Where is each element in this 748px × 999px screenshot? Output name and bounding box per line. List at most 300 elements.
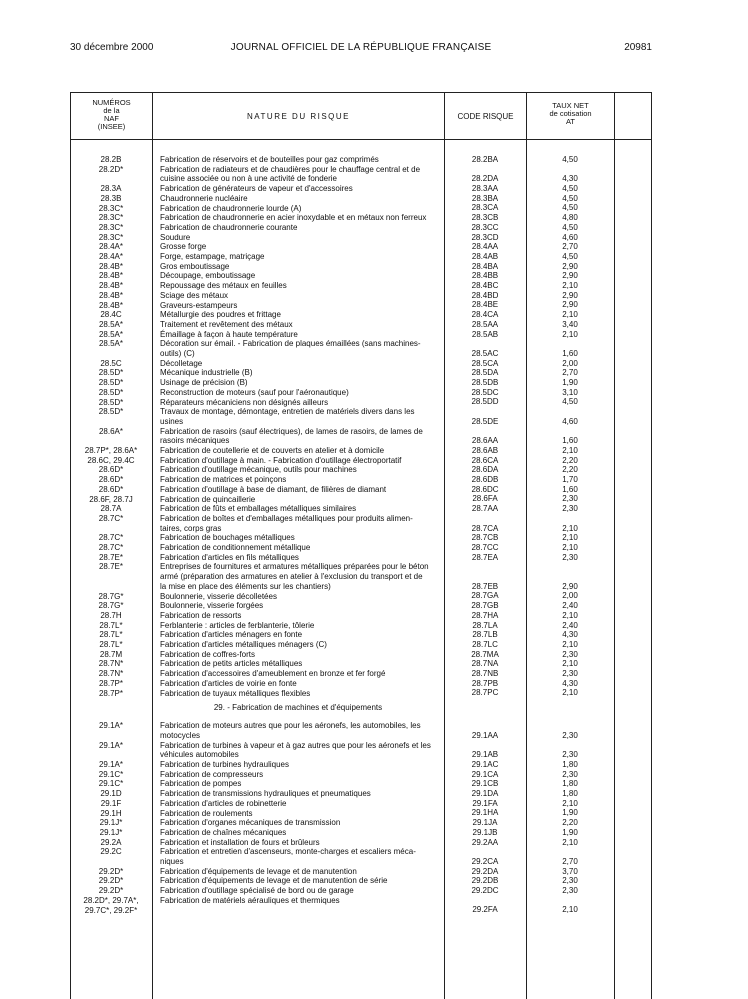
table-row xyxy=(70,721,614,740)
nature-cell: Fabrication de matrices et poinçons xyxy=(160,475,287,485)
nature-cell: Chaudronnerie nucléaire xyxy=(160,193,248,203)
code-cell: 28.4BC xyxy=(471,281,499,291)
naf-cell: 28.5C xyxy=(100,358,122,368)
rate-cell: 2,10 xyxy=(562,610,578,620)
table-row xyxy=(70,339,614,358)
nature-cell: Fabrication d'outillage spécialisé de bord ou de garage xyxy=(160,886,354,896)
table-row xyxy=(70,378,614,388)
code-cell: 28.7LB xyxy=(472,630,498,640)
code-cell: 28.6DC xyxy=(471,484,499,494)
table-row xyxy=(70,809,614,819)
nature-cell: Fabrication d'outillage à base de diamant, de filières de diamant xyxy=(160,484,387,494)
table-row xyxy=(70,165,614,184)
table-row xyxy=(70,291,614,301)
header-page-number: 20981 xyxy=(624,42,652,53)
table-row xyxy=(70,456,614,466)
code-cell: 28.7HA xyxy=(471,610,499,620)
naf-cell: 28.6D* xyxy=(98,465,124,475)
code-cell: 28.5AC xyxy=(471,348,499,358)
code-cell: 28.3AA xyxy=(471,184,499,194)
nature-cell: Fabrication de roulements xyxy=(160,808,253,818)
rate-cell: 4,30 xyxy=(562,678,578,688)
rate-cell: 4,50 xyxy=(562,193,578,203)
rate-cell: 2,90 xyxy=(562,290,578,300)
rate-cell: 2,90 xyxy=(562,261,578,271)
nature-cell: Décolletage xyxy=(160,358,203,368)
naf-cell: 28.5A* xyxy=(98,329,124,339)
rate-cell: 4,80 xyxy=(562,213,578,223)
table-row xyxy=(70,789,614,799)
naf-cell: 28.5D* xyxy=(98,368,124,378)
naf-cell: 29.2D* xyxy=(98,886,124,896)
nature-cell: Fabrication de réservoirs et de bouteilles pour gaz comprimés xyxy=(160,155,379,164)
nature-cell: Sciage des métaux xyxy=(160,290,229,300)
code-cell: 29.2CA xyxy=(471,856,499,866)
code-cell: 28.2DA xyxy=(471,174,499,184)
table-row xyxy=(70,553,614,563)
table-row xyxy=(70,388,614,398)
naf-cell: 28.5D* xyxy=(98,397,124,407)
code-cell: 28.2BA xyxy=(471,154,499,164)
column-header-naf: NUMÉROS de la NAF (INSEE) xyxy=(92,98,131,131)
table-row xyxy=(70,896,614,915)
naf-cell: 28.4B* xyxy=(98,281,124,291)
naf-cell: 29.2A xyxy=(100,837,122,847)
table-row xyxy=(70,310,614,320)
rate-cell: 1,90 xyxy=(562,378,578,388)
nature-cell: Fabrication d'équipements de levage et de manutention xyxy=(160,866,357,876)
rate-cell: 2,10 xyxy=(562,542,578,552)
naf-cell: 28.2D* xyxy=(98,164,124,174)
code-cell: 28.5DD xyxy=(471,397,499,407)
code-cell: 28.6AB xyxy=(471,445,499,455)
naf-cell: 28.6F, 28.7J xyxy=(89,494,133,504)
naf-cell: 28.7L* xyxy=(99,640,123,649)
table-row xyxy=(70,407,614,426)
rate-cell: 2,10 xyxy=(562,659,578,669)
code-cell: 28.4CA xyxy=(471,310,499,320)
header-title: JOURNAL OFFICIEL DE LA RÉPUBLIQUE FRANÇAISE xyxy=(230,42,492,53)
table-row xyxy=(70,533,614,543)
rate-cell: 2,20 xyxy=(562,455,578,465)
nature-cell: Fabrication de matériels aérauliques et thermiques xyxy=(160,895,340,905)
rate-cell: 2,30 xyxy=(562,876,578,886)
table-row xyxy=(70,828,614,838)
rate-cell: 4,50 xyxy=(562,397,578,407)
rate-cell: 2,30 xyxy=(562,649,578,659)
rate-cell: 2,20 xyxy=(562,818,578,828)
code-cell: 28.6AA xyxy=(471,436,499,446)
code-cell: 29.1HA xyxy=(471,808,499,818)
naf-cell: 29.1H xyxy=(100,808,122,818)
rate-cell: 1,90 xyxy=(562,808,578,818)
naf-cell: 28.7L* xyxy=(99,620,123,630)
nature-cell: Fabrication d'organes mécaniques de transmission xyxy=(160,818,341,828)
code-cell: 28.7CA xyxy=(471,523,499,533)
table-row xyxy=(70,876,614,886)
code-cell: 28.5DC xyxy=(471,387,499,397)
naf-cell: 28.4A* xyxy=(98,242,124,252)
nature-cell: Métallurgie des poudres et frittage xyxy=(160,310,281,320)
nature-cell: Soudure xyxy=(160,232,191,242)
code-cell: 28.7CC xyxy=(471,542,499,552)
naf-cell: 28.7P*, 28.6A* xyxy=(84,446,138,455)
code-cell: 29.1FA xyxy=(472,798,498,808)
nature-cell: Fabrication de chaudronnerie lourde (A) xyxy=(160,203,302,213)
code-cell: 28.6CA xyxy=(471,455,499,465)
naf-cell: 28.3C* xyxy=(98,232,124,242)
code-cell: 29.2DB xyxy=(471,876,499,886)
table-row xyxy=(70,320,614,330)
rate-cell: 2,10 xyxy=(562,310,578,320)
naf-cell: 29.1C* xyxy=(98,779,124,789)
naf-cell: 28.7P* xyxy=(98,678,124,688)
table-row xyxy=(70,799,614,809)
naf-cell: 28.2D*, 29.7A*, 29.7C*, 29.2F* xyxy=(83,895,139,915)
naf-cell: 28.6D* xyxy=(98,475,124,485)
table-row xyxy=(70,495,614,505)
table-row xyxy=(70,640,614,650)
naf-cell: 28.5A* xyxy=(98,319,124,329)
nature-cell: Usinage de précision (B) xyxy=(160,378,248,388)
nature-cell: Fabrication de pompes xyxy=(160,779,242,789)
rate-cell: 1,60 xyxy=(562,484,578,494)
code-cell: 28.5CA xyxy=(471,358,499,368)
code-cell: 28.3CD xyxy=(471,232,499,242)
naf-cell: 28.7E* xyxy=(98,562,124,572)
table-row xyxy=(70,427,614,446)
table-row xyxy=(70,155,614,165)
naf-cell: 29.1J* xyxy=(99,818,123,828)
nature-cell: Travaux de montage, démontage, entretien de matériels divers dans les usines xyxy=(160,407,415,426)
naf-cell: 29.2D* xyxy=(98,876,124,886)
rate-cell: 2,10 xyxy=(562,688,578,698)
code-cell: 28.7LA xyxy=(472,620,498,630)
rate-cell: 2,30 xyxy=(562,552,578,562)
naf-cell: 29.1J* xyxy=(99,827,123,837)
rate-cell: 2,10 xyxy=(562,837,578,847)
code-cell: 28.7NB xyxy=(471,669,499,679)
table-row xyxy=(70,741,614,760)
code-cell: 28.5AA xyxy=(471,319,499,329)
column-header-nature: NATURE DU RISQUE xyxy=(247,112,350,121)
naf-cell: 28.7A xyxy=(100,504,122,514)
naf-cell: 28.3B xyxy=(100,193,122,203)
risk-rate-table xyxy=(70,92,652,999)
rate-cell: 2,30 xyxy=(562,886,578,896)
table-row xyxy=(70,847,614,866)
nature-cell: Fabrication de turbines hydrauliques xyxy=(160,760,289,769)
column-header-code: CODE RISQUE xyxy=(457,112,514,121)
nature-cell: Fabrication de compresseurs xyxy=(160,769,264,779)
nature-cell: Fabrication et entretien d'ascenseurs, monte-charges et escaliers méca- niques xyxy=(160,847,416,866)
rate-cell: 4,50 xyxy=(562,222,578,232)
table-row xyxy=(70,301,614,311)
rate-cell: 2,70 xyxy=(562,368,578,378)
naf-cell: 28.7G* xyxy=(98,601,124,611)
table-row xyxy=(70,689,614,699)
rate-cell: 2,10 xyxy=(562,533,578,543)
table-row xyxy=(70,194,614,204)
table-row xyxy=(70,838,614,848)
nature-cell: Émaillage à façon à haute température xyxy=(160,329,298,339)
naf-cell: 28.3C* xyxy=(98,213,124,223)
code-cell: 29.1CA xyxy=(471,769,499,779)
rate-cell: 2,30 xyxy=(562,750,578,760)
code-cell: 28.5DE xyxy=(471,416,499,426)
table-row xyxy=(70,650,614,660)
nature-cell: Fabrication de ressorts xyxy=(160,610,242,620)
nature-cell: Fabrication de conditionnement métallique xyxy=(160,543,311,552)
nature-cell: Fabrication de transmissions hydrauliques et pneumatiques xyxy=(160,789,371,799)
nature-cell: Fabrication d'articles de voirie en fonte xyxy=(160,678,297,688)
rate-cell: 1,80 xyxy=(562,779,578,789)
table-row xyxy=(70,485,614,495)
nature-cell: Traitement et revêtement des métaux xyxy=(160,319,293,329)
rate-cell: 1,90 xyxy=(562,827,578,837)
nature-cell: Fabrication de fûts et emballages métalliques similaires xyxy=(160,504,357,514)
code-cell: 28.7LC xyxy=(472,639,498,649)
table-row xyxy=(70,204,614,214)
code-cell: 28.7EB xyxy=(471,581,499,591)
nature-cell: Fabrication de tuyaux métalliques flexibles xyxy=(160,688,311,698)
nature-cell: Fabrication d'équipements de levage et de manutention de série xyxy=(160,876,388,886)
rate-cell: 2,00 xyxy=(562,591,578,601)
nature-cell: Grosse forge xyxy=(160,242,207,252)
naf-cell: 28.5A* xyxy=(98,339,124,349)
nature-cell: Mécanique industrielle (B) xyxy=(160,368,253,378)
rate-cell: 2,30 xyxy=(562,494,578,504)
nature-cell: Fabrication d'outillage à main. - Fabrication d'outillage électroportatif xyxy=(160,455,402,465)
rate-cell: 2,30 xyxy=(562,504,578,514)
nature-cell: Gros emboutissage xyxy=(160,261,230,271)
table-row xyxy=(70,446,614,456)
header-rule xyxy=(70,139,652,140)
nature-cell: Fabrication de chaudronnerie courante xyxy=(160,222,298,232)
code-cell: 29.2FA xyxy=(472,905,498,915)
naf-cell: 28.7C* xyxy=(98,543,124,552)
rate-cell: 1,70 xyxy=(562,475,578,485)
table-row xyxy=(70,252,614,262)
nature-cell: Fabrication de petits articles métalliques xyxy=(160,659,303,669)
naf-cell: 28.7C* xyxy=(98,533,124,543)
table-row xyxy=(70,621,614,631)
rate-cell: 2,70 xyxy=(562,856,578,866)
rate-cell: 2,30 xyxy=(562,730,578,740)
rate-cell: 2,20 xyxy=(562,465,578,475)
rate-cell: 2,90 xyxy=(562,300,578,310)
naf-cell: 28.4A* xyxy=(98,252,124,261)
nature-cell: Fabrication de turbines à vapeur et à gaz autres que pour les aéronefs et les véhicules automobiles xyxy=(160,740,431,760)
table-row xyxy=(70,281,614,291)
table-row xyxy=(70,669,614,679)
nature-cell: Fabrication de coutellerie et de couverts en atelier et à domicile xyxy=(160,446,385,455)
table-row xyxy=(70,504,614,514)
naf-cell: 28.4B* xyxy=(98,290,124,300)
section-title: 29. - Fabrication de machines et d'équipements xyxy=(213,703,383,713)
naf-cell: 28.6A* xyxy=(98,426,124,436)
table-row xyxy=(70,184,614,194)
code-cell: 29.1DA xyxy=(471,789,499,799)
code-cell: 28.7MA xyxy=(471,649,499,659)
nature-cell: Fabrication de chaînes mécaniques xyxy=(160,827,287,837)
nature-cell: Entreprises de fournitures et armatures métalliques préparées pour le béton armé (préparation des armatures en atelier à l'exclusion du transport et de la mise en place des éléments sur les chantiers) xyxy=(160,562,429,591)
table-row xyxy=(70,592,614,602)
rate-cell: 4,50 xyxy=(562,251,578,261)
code-cell: 28.7PC xyxy=(471,688,499,698)
table-row xyxy=(70,886,614,896)
rate-cell: 4,50 xyxy=(562,203,578,213)
code-cell: 28.4BB xyxy=(471,271,499,281)
rate-cell: 4,50 xyxy=(562,184,578,194)
page-header xyxy=(70,42,652,56)
nature-cell: Fabrication d'outillage mécanique, outils pour machines xyxy=(160,465,357,475)
table-row xyxy=(70,601,614,611)
naf-cell: 28.3C* xyxy=(98,222,124,232)
table-row xyxy=(70,543,614,553)
table-row xyxy=(70,233,614,243)
code-cell: 28.6DB xyxy=(471,475,499,485)
code-cell: 28.4BD xyxy=(471,290,499,300)
naf-cell: 28.7C* xyxy=(98,513,124,523)
table-row xyxy=(70,679,614,689)
naf-cell: 29.1A* xyxy=(98,760,124,769)
nature-cell: Boulonnerie, visserie forgées xyxy=(160,601,264,611)
rate-cell: 3,40 xyxy=(562,319,578,329)
code-cell: 29.1AC xyxy=(471,759,499,769)
nature-cell: Graveurs-estampeurs xyxy=(160,300,238,310)
naf-cell: 28.3C* xyxy=(98,203,124,213)
naf-cell: 29.1F xyxy=(100,798,122,808)
table-row xyxy=(70,359,614,369)
table-row xyxy=(70,867,614,877)
nature-cell: Découpage, emboutissage xyxy=(160,271,256,281)
nature-cell: Fabrication de boîtes et d'emballages métalliques pour produits alimen- taires, corps gras xyxy=(160,513,413,533)
rate-cell: 2,10 xyxy=(562,639,578,649)
nature-cell: Fabrication de générateurs de vapeur et d'accessoires xyxy=(160,184,353,194)
naf-cell: 28.7E* xyxy=(98,552,124,562)
naf-cell: 28.3A xyxy=(100,184,122,194)
naf-cell: 28.7H xyxy=(100,610,122,620)
naf-cell: 28.5D* xyxy=(98,387,124,397)
table-row xyxy=(70,630,614,640)
rate-cell: 2,10 xyxy=(562,445,578,455)
rate-cell: 1,80 xyxy=(562,789,578,799)
rate-cell: 2,10 xyxy=(562,329,578,339)
table-row xyxy=(70,223,614,233)
code-cell: 28.4AA xyxy=(471,242,499,252)
code-cell: 29.2DC xyxy=(471,886,499,896)
naf-cell: 28.4B* xyxy=(98,300,124,310)
rate-cell: 4,30 xyxy=(562,630,578,640)
rate-cell: 2,30 xyxy=(562,669,578,679)
naf-cell: 29.2D* xyxy=(98,866,124,876)
rate-cell: 3,10 xyxy=(562,387,578,397)
naf-cell: 28.7G* xyxy=(98,591,124,601)
rate-cell: 4,30 xyxy=(562,174,578,184)
table-row xyxy=(70,242,614,252)
nature-cell: Fabrication de chaudronnerie en acier inoxydable et en métaux non ferreux xyxy=(160,213,427,223)
code-cell: 29.1CB xyxy=(471,779,499,789)
column-rule xyxy=(651,93,652,999)
naf-cell: 28.7N* xyxy=(98,669,124,679)
table-row xyxy=(70,818,614,828)
table-row xyxy=(70,611,614,621)
code-cell: 29.1AB xyxy=(471,750,499,760)
naf-cell: 29.1A* xyxy=(98,721,124,731)
naf-cell: 28.5D* xyxy=(98,378,124,388)
naf-cell: 28.7L* xyxy=(99,630,123,640)
code-cell: 28.4BA xyxy=(471,261,499,271)
code-cell: 29.1AA xyxy=(471,730,499,740)
naf-cell: 28.7M xyxy=(99,649,123,659)
code-cell: 28.3CC xyxy=(471,222,499,232)
code-cell: 28.6FA xyxy=(472,494,498,504)
nature-cell: Fabrication d'articles de robinetterie xyxy=(160,798,287,808)
code-cell: 29.2AA xyxy=(471,837,499,847)
nature-cell: Fabrication de coffres-forts xyxy=(160,649,256,659)
naf-cell: 28.6D* xyxy=(98,484,124,494)
table-row xyxy=(70,465,614,475)
rate-cell: 4,60 xyxy=(562,232,578,242)
nature-cell: Fabrication de quincaillerie xyxy=(160,494,256,504)
nature-cell: Fabrication et installation de fours et brûleurs xyxy=(160,837,320,847)
table-row xyxy=(70,262,614,272)
rate-cell: 2,40 xyxy=(562,601,578,611)
nature-cell: Repoussage des métaux en feuilles xyxy=(160,281,287,291)
naf-cell: 29.1C* xyxy=(98,769,124,779)
nature-cell: Fabrication d'articles métalliques ménagers (C) xyxy=(160,640,327,649)
nature-cell: Boulonnerie, visserie décolletées xyxy=(160,591,277,601)
code-cell: 28.3CB xyxy=(471,213,499,223)
code-cell: 28.3BA xyxy=(471,193,499,203)
code-cell: 28.7AA xyxy=(471,504,499,514)
rate-cell: 3,70 xyxy=(562,866,578,876)
code-cell: 28.7GB xyxy=(471,601,499,611)
nature-cell: Fabrication de bouchages métalliques xyxy=(160,533,295,543)
naf-cell: 28.4B* xyxy=(98,271,124,281)
naf-cell: 28.4C xyxy=(100,310,122,320)
rate-cell: 2,90 xyxy=(562,271,578,281)
nature-cell: Fabrication de radiateurs et de chaudières pour le chauffage central et de cuisine associée ou non à une activité de fonderie xyxy=(160,164,421,184)
code-cell: 28.7GA xyxy=(471,591,499,601)
table-row xyxy=(70,659,614,669)
naf-cell: 29.1D xyxy=(100,789,122,799)
rate-cell: 4,50 xyxy=(562,154,578,164)
code-cell: 28.7PB xyxy=(471,678,499,688)
code-cell: 28.7NA xyxy=(471,659,499,669)
nature-cell: Décoration sur émail. - Fabrication de plaques émaillées (sans machines- outils) (C) xyxy=(160,339,421,358)
table-row xyxy=(70,779,614,789)
naf-cell: 28.7N* xyxy=(98,659,124,669)
code-cell: 28.7EA xyxy=(471,552,499,562)
code-cell: 28.4AB xyxy=(471,251,499,261)
rate-cell: 1,60 xyxy=(562,436,578,446)
table-row xyxy=(70,213,614,223)
rate-cell: 2,90 xyxy=(562,581,578,591)
rate-cell: 2,10 xyxy=(562,798,578,808)
nature-cell: Réparateurs mécaniciens non désignés ailleurs xyxy=(160,397,329,407)
code-cell: 28.7CB xyxy=(471,533,499,543)
rate-cell: 2,30 xyxy=(562,769,578,779)
naf-cell: 28.5D* xyxy=(98,407,124,417)
code-cell: 28.5DA xyxy=(471,368,499,378)
nature-cell: Reconstruction de moteurs (sauf pour l'aéronautique) xyxy=(160,387,349,397)
code-cell: 29.1JB xyxy=(472,827,498,837)
table-row xyxy=(70,514,614,533)
rate-cell: 2,00 xyxy=(562,358,578,368)
code-cell: 28.5AB xyxy=(471,329,499,339)
